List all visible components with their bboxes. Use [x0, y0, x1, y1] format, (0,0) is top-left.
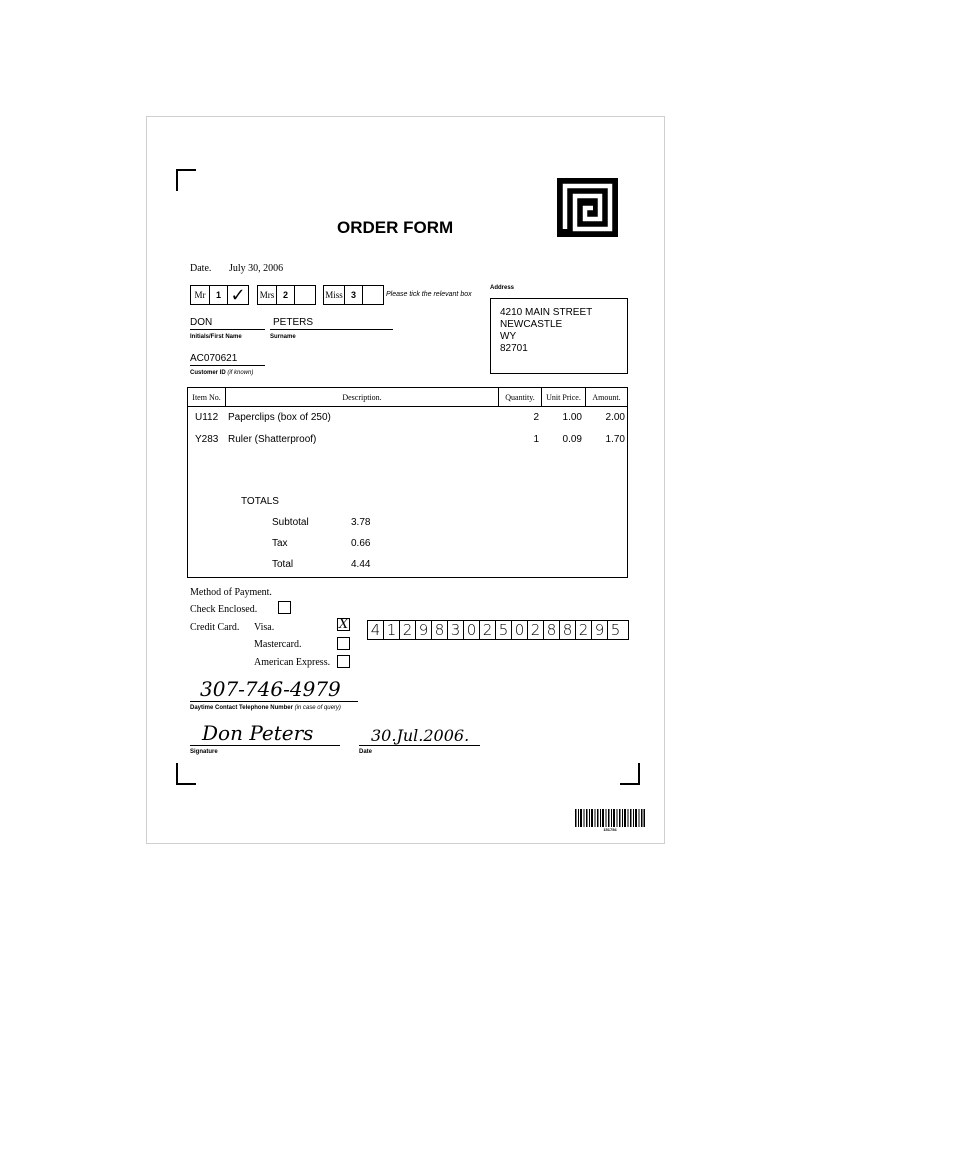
customer-id-value[interactable]: AC070621	[190, 353, 238, 364]
first-name-line	[190, 329, 265, 330]
phone-line	[190, 701, 358, 702]
total-label: Total	[272, 559, 294, 570]
card-digit: 4	[368, 621, 384, 639]
title-number: 2	[277, 286, 295, 304]
barcode-number: 151754	[603, 827, 617, 832]
check-enclosed-checkbox[interactable]	[278, 601, 291, 614]
title-option-mr[interactable]	[190, 285, 249, 305]
phone-hint: (in case of query)	[294, 705, 341, 711]
card-digit: 8	[432, 621, 448, 639]
customer-id-label: Customer ID	[190, 370, 226, 376]
address-line: NEWCASTLE	[500, 319, 563, 330]
row-description: Ruler (Shatterproof)	[228, 434, 317, 445]
form-title: ORDER FORM	[337, 218, 454, 237]
customer-id-hint: (if known)	[227, 370, 254, 376]
title-checkbox[interactable]	[295, 286, 315, 304]
card-digit: 2	[480, 621, 496, 639]
card-digit: 5	[610, 621, 621, 639]
row-unit-price: 1.00	[562, 412, 582, 423]
card-digit: 3	[448, 621, 464, 639]
row-item: U112	[195, 412, 219, 423]
date-line	[359, 745, 480, 746]
address-label: Address	[490, 285, 515, 291]
title-option-mrs[interactable]	[257, 285, 316, 305]
address-line: 82701	[500, 343, 528, 354]
card-number-field[interactable]	[367, 620, 629, 640]
barcode-icon	[575, 809, 645, 827]
title-checkbox[interactable]	[363, 286, 383, 304]
phone-label: Daytime Contact Telephone Number	[190, 705, 293, 711]
card-digit: 5	[496, 621, 512, 639]
first-name-value[interactable]: DON	[190, 317, 213, 328]
address-line: WY	[500, 331, 517, 342]
card-digit: 0	[512, 621, 528, 639]
surname-label: Surname	[270, 334, 296, 340]
card-digit: 0	[464, 621, 480, 639]
checkmark-icon: ✓	[230, 284, 246, 306]
corner-mark-bottom-right	[620, 763, 640, 785]
row-item: Y283	[195, 434, 219, 445]
date-label: Date.	[190, 263, 212, 274]
card-digit: 1	[384, 621, 400, 639]
totals-label: TOTALS	[241, 496, 279, 507]
visa-checkbox[interactable]	[337, 618, 350, 631]
surname-value[interactable]: PETERS	[273, 317, 314, 328]
handwritten-date[interactable]: 30.Jul.2006.	[371, 726, 470, 745]
tick-hint: Please tick the relevant box	[386, 291, 472, 298]
amex-checkbox[interactable]	[337, 655, 350, 668]
card-digit: 9	[592, 621, 608, 639]
corner-mark-bottom-left	[176, 763, 196, 785]
card-digit: 2	[400, 621, 416, 639]
table-row	[188, 434, 627, 448]
title-number: 1	[210, 286, 228, 304]
title-label: Miss	[324, 286, 345, 304]
mastercard-label: Mastercard.	[254, 639, 302, 650]
visa-cross-mark: X	[338, 617, 349, 632]
header-amount: Amount.	[592, 392, 621, 402]
title-number: 3	[345, 286, 363, 304]
corner-mark-top-left	[176, 169, 196, 191]
header-description: Description.	[226, 388, 499, 406]
title-label: Mrs	[258, 286, 277, 304]
card-digit: 2	[576, 621, 592, 639]
header-unit-price: Unit Price.	[542, 388, 586, 406]
row-description: Paperclips (box of 250)	[228, 412, 331, 423]
tax-label: Tax	[272, 538, 288, 549]
title-label: Mr	[191, 286, 210, 304]
customer-id-line	[190, 365, 265, 366]
address-box[interactable]	[490, 298, 628, 374]
card-digit: 8	[544, 621, 560, 639]
table-header	[188, 388, 627, 407]
header-item-no: Item No.	[188, 388, 226, 406]
address-line: 4210 MAIN STREET	[500, 307, 593, 318]
spiral-logo-icon	[557, 178, 618, 237]
order-table	[187, 387, 628, 578]
signature-label: Signature	[190, 749, 218, 755]
credit-card-label: Credit Card.	[190, 622, 240, 633]
header-quantity: Quantity.	[499, 388, 542, 406]
amex-label: American Express.	[254, 657, 331, 668]
row-quantity: 2	[533, 412, 539, 423]
subtotal-label: Subtotal	[272, 517, 309, 528]
customer-id-label-row	[190, 370, 253, 376]
surname-line	[270, 329, 393, 330]
subtotal-value: 3.78	[351, 517, 371, 528]
tax-value: 0.66	[351, 538, 371, 549]
mastercard-checkbox[interactable]	[337, 637, 350, 650]
row-unit-price: 0.09	[562, 434, 582, 445]
title-option-miss[interactable]	[323, 285, 384, 305]
card-digit: 8	[560, 621, 576, 639]
check-enclosed-label: Check Enclosed.	[190, 604, 258, 615]
order-form-page	[146, 116, 665, 844]
card-digit: 9	[416, 621, 432, 639]
row-amount: 1.70	[605, 434, 625, 445]
total-value: 4.44	[351, 559, 371, 570]
first-name-label: Initials/First Name	[190, 334, 242, 340]
signature-value[interactable]: Don Peters	[202, 721, 314, 745]
payment-method-label: Method of Payment.	[190, 587, 272, 598]
card-digit: 2	[528, 621, 544, 639]
date-bottom-label: Date	[359, 749, 373, 755]
phone-label-row	[190, 705, 341, 711]
row-amount: 2.00	[605, 412, 625, 423]
visa-label: Visa.	[254, 622, 275, 633]
phone-value[interactable]: 307-746-4979	[200, 677, 341, 701]
date-value: July 30, 2006	[229, 263, 284, 274]
row-quantity: 1	[533, 434, 539, 445]
signature-line	[190, 745, 340, 746]
table-row	[188, 412, 627, 426]
